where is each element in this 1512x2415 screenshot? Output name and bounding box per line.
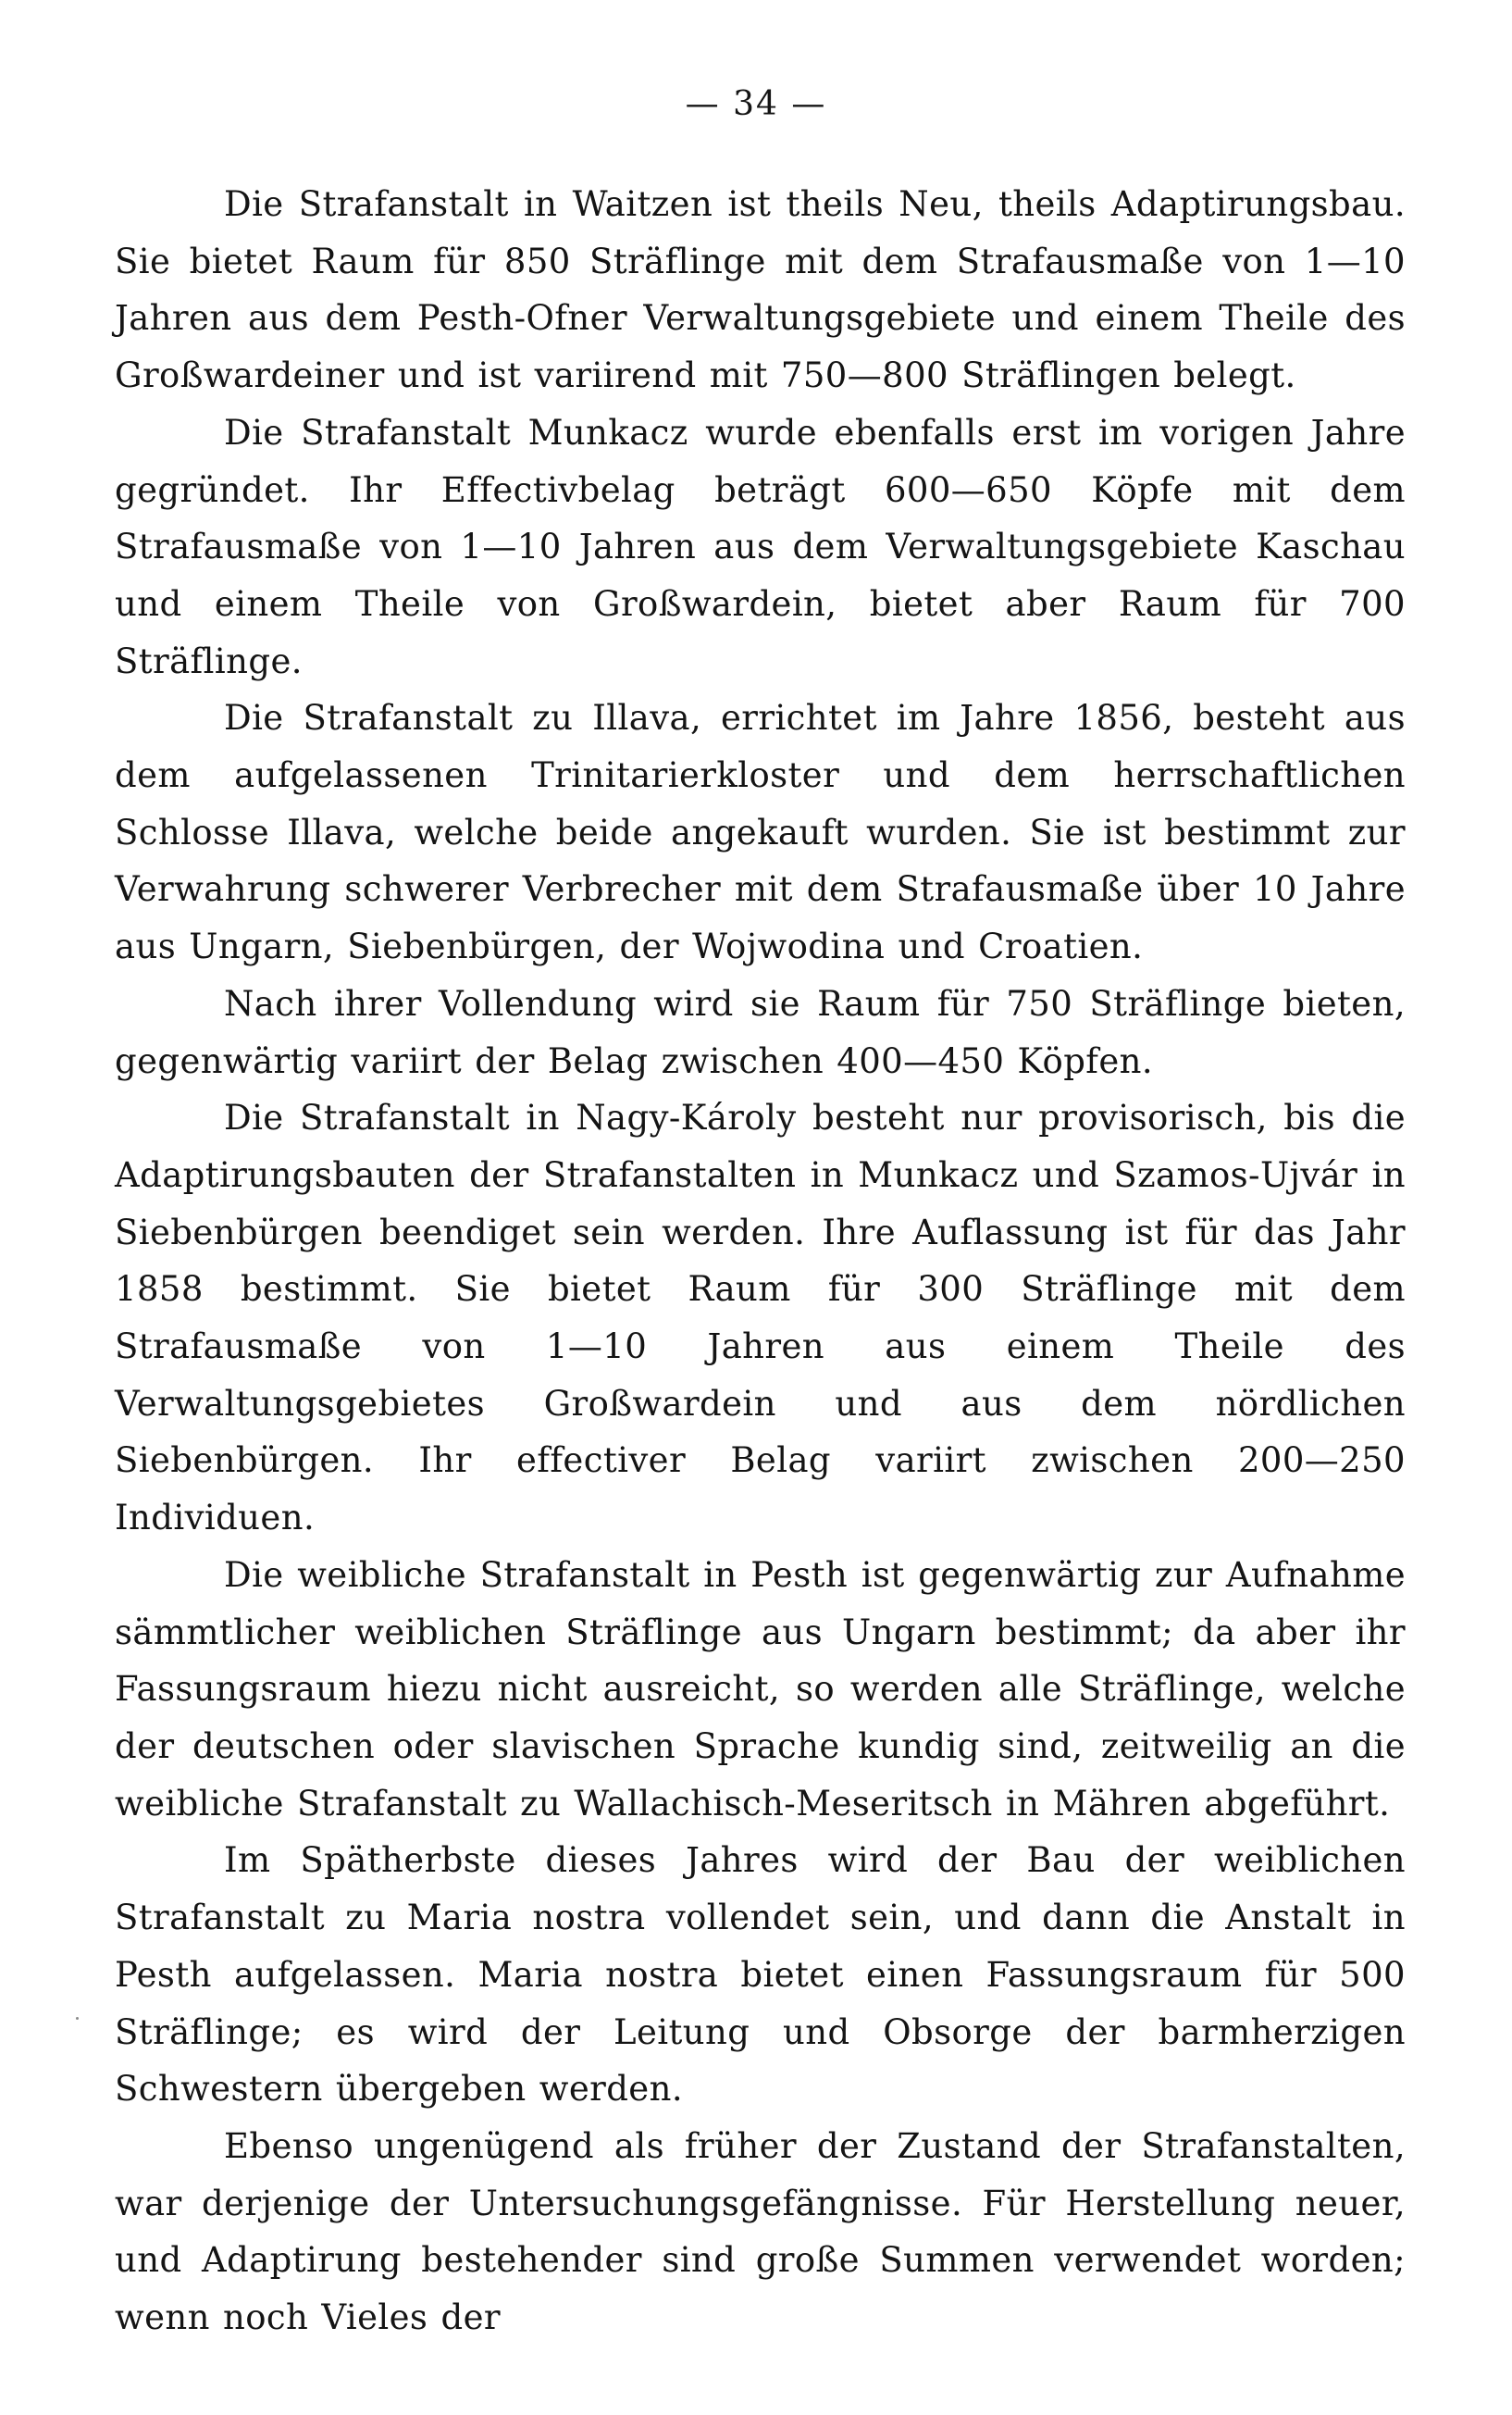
body-text bbox=[115, 176, 1406, 2347]
paragraph-illava-capacity: Nach ihrer Vollendung wird sie Raum für 750 Sträflinge bieten, gegenwärtig variirt der Belag zwischen 400—450 Köpfen. bbox=[115, 983, 1406, 1081]
paragraph-maria-nostra: Im Spätherbste dieses Jahres wird der Bau der weiblichen Strafanstalt zu Maria nostra vollendet sein, und dann die Anstalt in Pesth aufgelassen. Maria nostra bietet einen Fassungsraum für 500 Sträflinge; es wird der Leitung und Obsorge der barmherzigen Schwestern übergeben werden. bbox=[115, 1840, 1406, 2110]
paragraph-pesth-women: Die weibliche Strafanstalt in Pesth ist gegenwärtig zur Aufnahme sämmtlicher weiblichen Sträflinge aus Ungarn bestimmt; da aber ihr Fassungsraum hiezu nicht ausreicht, so werden alle Sträflinge, welche der deutschen oder slavischen Sprache kundig sind, zeitweilig an die weibliche Strafanstalt zu Wallachisch-Meseritsch in Mähren abgeführt. bbox=[115, 1554, 1406, 1824]
paragraph-waitzen: Die Strafanstalt in Waitzen ist theils Neu, theils Adaptirungsbau. Sie bietet Raum für 850 Sträflinge mit dem Strafausmaße von 1—10 Jahren aus dem Pesth-Ofner Verwaltungsgebiete und einem Theile des Großwardeiner und ist variirend mit 750—800 Sträflingen belegt. bbox=[115, 184, 1406, 396]
paragraph-nagy-karoly: Die Strafanstalt in Nagy-Károly besteht nur provisorisch, bis die Adaptirungsbauten der Strafanstalten in Munkacz und Szamos-Ujvár in Siebenbürgen beendiget sein werden. Ihre Auflassung ist für das Jahr 1858 bestimmt. Sie bietet Raum für 300 Sträflinge mit dem Strafausmaße von 1—10 Jahren aus einem Theile des Verwaltungsgebietes Großwardein und aus dem nördlichen Siebenbürgen. Ihr effectiver Belag variirt zwischen 200—250 Individuen. bbox=[115, 1098, 1406, 1538]
page-number: — 34 — bbox=[685, 85, 827, 123]
paragraph-illava: Die Strafanstalt zu Illava, errichtet im Jahre 1856, besteht aus dem aufgelassenen Trinitarierkloster und dem herrschaftlichen Schlosse Illava, welche beide angekauft wurden. Sie ist bestimmt zur Verwahrung schwerer Verbrecher mit dem Strafausmaße über 10 Jahre aus Ungarn, Siebenbürgen, der Wojwodina und Croatien. bbox=[115, 698, 1406, 967]
print-speck bbox=[76, 2017, 79, 2020]
paragraph-munkacz: Die Strafanstalt Munkacz wurde ebenfalls erst im vorigen Jahre gegründet. Ihr Effectivbelag beträgt 600—650 Köpfe mit dem Strafausmaße von 1—10 Jahren aus dem Verwaltungsgebiete Kaschau und einem Theile von Großwardein, bietet aber Raum für 700 Sträflinge. bbox=[115, 412, 1406, 681]
paragraph-untersuchungsgefaengnisse: Ebenso ungenügend als früher der Zustand der Strafanstalten, war derjenige der Untersuchungsgefängnisse. Für Herstellung neuer, und Adaptirung bestehender sind große Summen verwendet worden; wenn noch Vieles der bbox=[115, 2125, 1406, 2338]
